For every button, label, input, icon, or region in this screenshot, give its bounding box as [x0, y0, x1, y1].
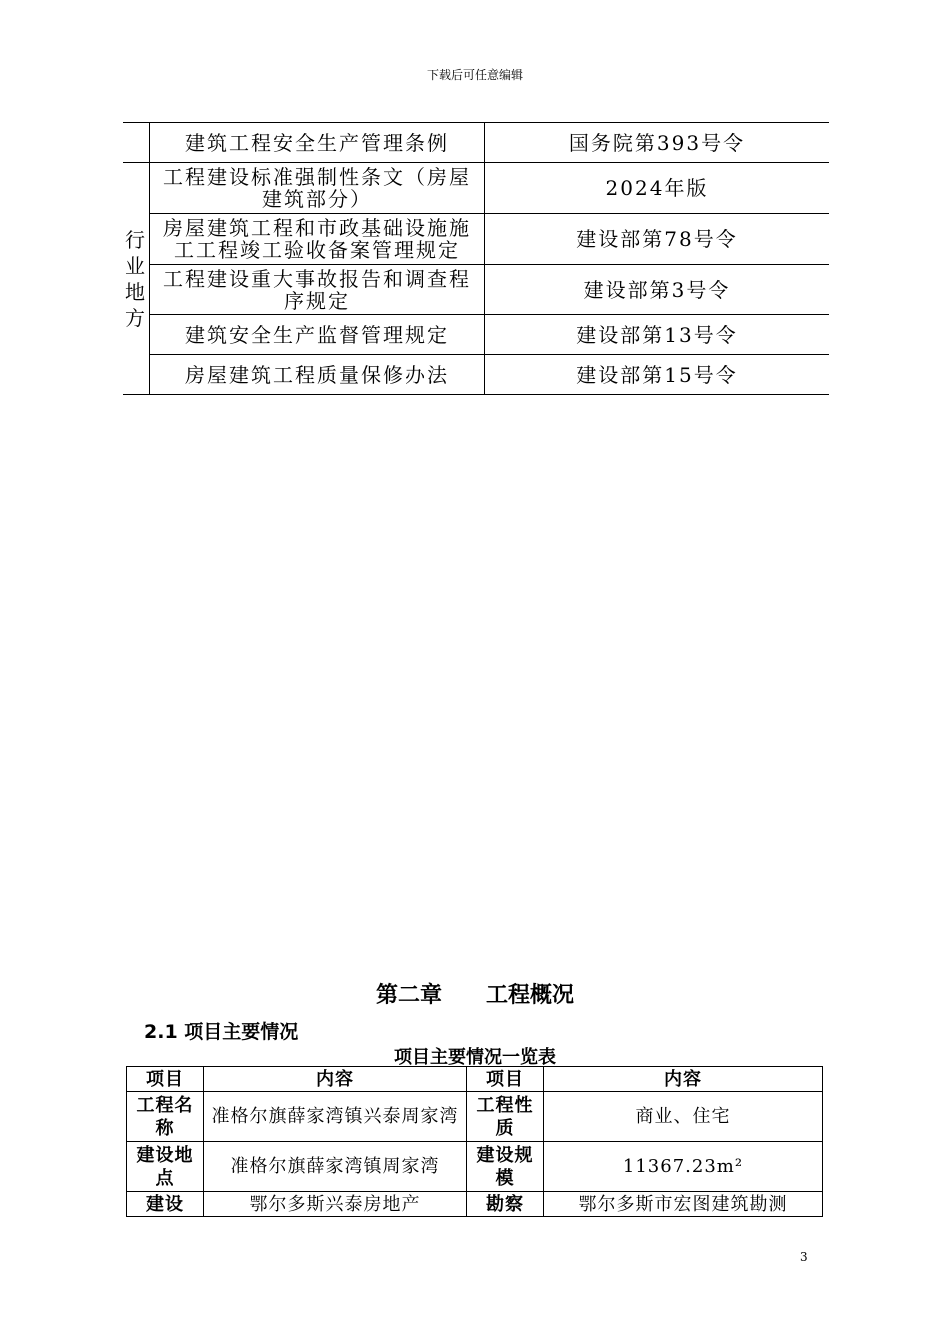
column-header: 项目	[127, 1067, 204, 1092]
regulation-doc: 国务院第393号令	[485, 123, 830, 163]
regulation-doc: 2024年版	[485, 163, 830, 214]
regulation-doc: 建设部第3号令	[485, 265, 830, 315]
regulation-name: 建筑工程安全生产管理条例	[150, 123, 485, 163]
item-value: 商业、住宅	[544, 1092, 823, 1142]
regulation-doc: 建设部第13号令	[485, 315, 830, 355]
category-cell	[123, 163, 150, 395]
regulation-name: 工程建设标准强制性条文（房屋建筑部分）	[150, 163, 485, 214]
category-empty-cell	[123, 123, 150, 163]
regulations-table	[123, 122, 829, 395]
item-label: 工程名称	[127, 1092, 204, 1142]
column-header: 内容	[204, 1067, 467, 1092]
item-label: 建设	[127, 1192, 204, 1217]
regulation-doc: 建设部第15号令	[485, 355, 830, 395]
item-value: 鄂尔多斯市宏图建筑勘测	[544, 1192, 823, 1217]
item-label: 勘察	[467, 1192, 544, 1217]
category-label: 行业地方	[125, 227, 147, 330]
regulation-name: 房屋建筑工程质量保修办法	[150, 355, 485, 395]
regulation-doc: 建设部第78号令	[485, 214, 830, 265]
item-value: 11367.23m²	[544, 1142, 823, 1192]
table-row	[123, 265, 829, 315]
item-label: 工程性质	[467, 1092, 544, 1142]
item-label: 建设地点	[127, 1142, 204, 1192]
item-value: 准格尔旗薛家湾镇周家湾	[204, 1142, 467, 1192]
chapter-title: 工程概况	[486, 983, 575, 1008]
table-row	[123, 214, 829, 265]
table-row	[123, 163, 829, 214]
table-row	[127, 1192, 823, 1217]
item-label: 建设规模	[467, 1142, 544, 1192]
regulation-name: 房屋建筑工程和市政基础设施施工工程竣工验收备案管理规定	[150, 214, 485, 265]
table-row	[127, 1092, 823, 1142]
chapter-heading	[0, 978, 950, 1009]
table-caption: 项目主要情况一览表	[394, 1047, 556, 1068]
section-heading: 2.1 项目主要情况	[144, 1021, 299, 1043]
chapter-number: 第二章	[375, 983, 442, 1008]
column-header: 项目	[467, 1067, 544, 1092]
regulation-name: 工程建设重大事故报告和调查程序规定	[150, 265, 485, 315]
regulation-name: 建筑安全生产监督管理规定	[150, 315, 485, 355]
project-info-table	[126, 1066, 823, 1217]
table-row	[127, 1142, 823, 1192]
table-row	[123, 315, 829, 355]
item-value: 准格尔旗薛家湾镇兴泰周家湾	[204, 1092, 467, 1142]
table-header-row	[127, 1067, 823, 1092]
table-row	[123, 123, 829, 163]
table-row	[123, 355, 829, 395]
page-number: 3	[800, 1250, 808, 1264]
item-value: 鄂尔多斯兴泰房地产	[204, 1192, 467, 1217]
column-header: 内容	[544, 1067, 823, 1092]
page-header: 下载后可任意编辑	[426, 68, 523, 82]
